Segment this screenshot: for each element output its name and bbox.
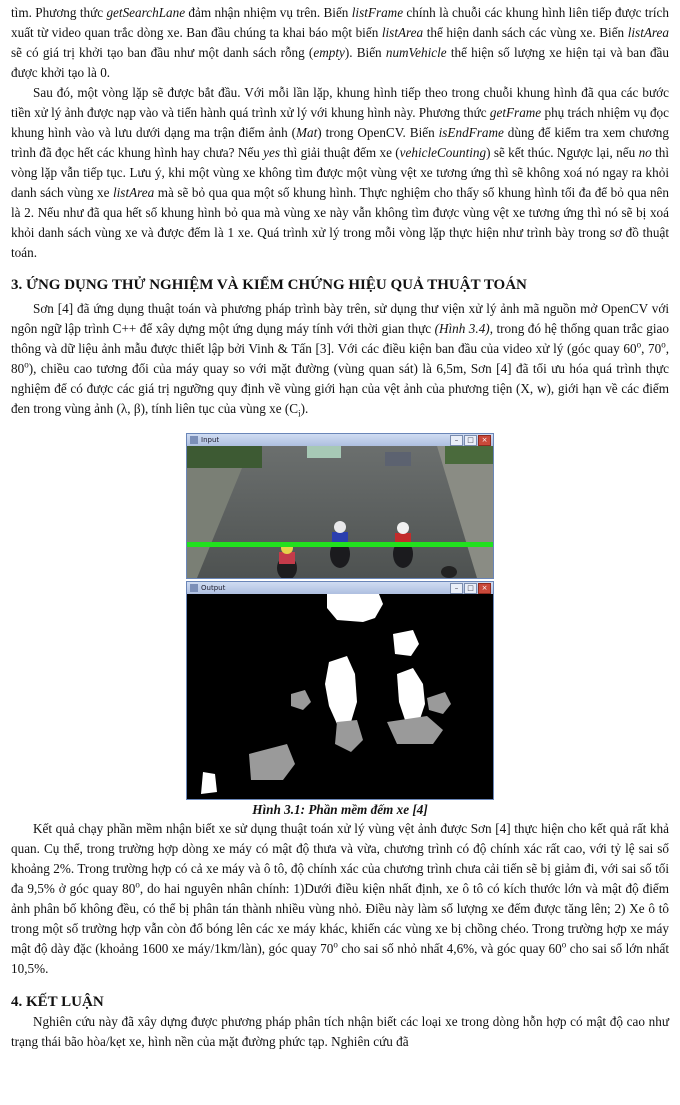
- maximize-icon[interactable]: □: [464, 583, 477, 594]
- figure-vehicle-counting: [186, 433, 494, 819]
- italic-term: listArea: [381, 25, 424, 40]
- superscript: o: [24, 359, 29, 370]
- detection-line: [187, 542, 493, 547]
- window-app-icon: [190, 584, 198, 592]
- superscript: o: [636, 339, 642, 350]
- italic-term: vehicleCounting: [399, 145, 487, 160]
- paragraph-results: Kết quả chạy phần mềm nhận biết xe sử dụng thuật toán xử lý vùng vệt ảnh được Sơn [4] thực hiện cho kết quả rất khả quan. Cụ thể, trong trường hợp dòng xe máy có mật độ thưa và vừa, chương trình có độ chính xác rất cao, với tỷ lệ sai số khoảng 2%. Trong trường hợp có cả xe máy và ô tô, độ chính xác của chương trình chưa cải tiến sẽ bị giảm đi, với sai số tối đa 9,5% ở góc quay 80$^o$, do hai nguyên nhân chính: 1)Dưới điều kiện nhất định, xe ô tô có kích thước lớn và mật độ điểm ảnh phân bố không đều, có thể bị phân tán thành nhiều vùng nhỏ. Điều này làm số lượng xe đếm được tăng lên; 2) Xe ô tô trong một số trường hợp vẫn còn đổ bóng lên các xe máy khác, khiến các vùng xe bị chồng chéo. Trong trường hợp xe máy mật độ dày đặc (khoảng 1600 xe máy/1km/làn), góc quay 70$^o$ cho sai số nhỏ nhất 4,6%, và góc quay 60$^o$ cho sai số lớn nhất 10,5%.: [11, 821, 670, 976]
- input-window: [186, 433, 494, 579]
- minimize-icon[interactable]: –: [450, 435, 463, 446]
- input-window-titlebar: [187, 434, 493, 446]
- superscript: o: [561, 939, 567, 950]
- input-window-title: Input: [201, 436, 220, 444]
- close-icon[interactable]: ×: [478, 583, 491, 594]
- figure-caption: Hình 3.1: Phần mềm đếm xe [4]: [252, 802, 428, 817]
- superscript: o: [135, 879, 140, 890]
- distant-vehicle: [307, 446, 341, 458]
- paragraph-intro: tìm. Phương thức getSearchLane đảm nhận nhiệm vụ trên. Biến listFrame chính là chuỗi các khung hình liên tiếp được trích xuất từ video quan trắc dòng xe. Ban đầu chúng ta khai báo một biến listArea thể hiện danh sách các vùng xe. Biến listArea sẽ có giá trị khởi tạo ban đầu như một danh sách rỗng (empty). Biến numVehicle thể hiện số lượng xe hiện tại và ban đầu được khởi tạo là 0.: [11, 5, 670, 80]
- output-window-title: Output: [201, 584, 226, 592]
- italic-term: (Hình 3.4): [434, 321, 490, 336]
- close-icon[interactable]: ×: [478, 435, 491, 446]
- input-video-frame: [187, 446, 493, 578]
- italic-term: getSearchLane: [106, 5, 186, 20]
- paragraph-application: Sơn [4] đã ứng dụng thuật toán và phương pháp trình bày trên, sử dụng thư viện xử lý ảnh mã nguồn mở OpenCV với ngôn ngữ lập trình C++ để xây dựng một ứng dụng máy tính với thời gian thực (Hình 3.4), trong đó hệ thống quan trắc giao thông và dữ liệu ảnh mẫu được thiết lập bởi Vinh & Tấn [3]. Với các điều kiện ban đầu của video xử lý (góc quay 60$^o$, 70$^o$, 80$^o$), chiều cao tương đối của máy quay so với mặt đường (vùng quan sát) là 6,5m, Sơn [4] đã tối ưu hóa quá trình thực nghiệm để có được các giá trị ngưỡng quy định về vùng giới hạn của vệt ảnh của phương tiện (X, w), giới hạn về các điểm đen trong vùng ảnh (λ, β), tính liên tục của vùng xe $(C_i)$.: [11, 301, 670, 419]
- section-heading-3: 3. ỨNG DỤNG THỬ NGHIỆM VÀ KIỂM CHỨNG HIỆU QUẢ THUẬT TOÁN: [11, 277, 527, 293]
- superscript: o: [333, 939, 338, 950]
- italic-term: Mat: [296, 125, 318, 140]
- section-heading-4: 4. KẾT LUẬN: [11, 994, 104, 1010]
- italic-term: isEndFrame: [438, 125, 504, 140]
- paper-page: [11, 3, 669, 1052]
- minimize-icon[interactable]: –: [450, 583, 463, 594]
- italic-term: empty: [313, 45, 345, 60]
- italic-term: getFrame: [489, 105, 542, 120]
- superscript: o: [661, 339, 666, 350]
- output-window: [186, 581, 494, 800]
- paragraph-conclusion: Nghiên cứu này đã xây dựng được phương pháp phân tích nhận biết các loại xe trong dòng hỗn hợp có mật độ cao như trạng thái bão hòa/kẹt xe, hình nền của mặt đường phức tạp. Nghiên cứu đã: [11, 1014, 669, 1049]
- italic-term: listFrame: [351, 5, 404, 20]
- italic-term: listArea: [627, 25, 670, 40]
- maximize-icon[interactable]: □: [464, 435, 477, 446]
- window-app-icon: [190, 436, 198, 444]
- italic-term: numVehicle: [385, 45, 447, 60]
- paragraph-loop: Sau đó, một vòng lặp sẽ được bắt đầu. Với mỗi lần lặp, khung hình tiếp theo trong chuỗi khung hình đã qua các bước tiền xử lý ảnh được nạp vào và tiến hành quá trình xử lý với khung hình này. Phương thức getFrame phụ trách nhiệm vụ đọc khung hình vào và lưu dưới dạng ma trận điểm ảnh (Mat) trong OpenCV. Biến isEndFrame dùng để kiểm tra xem chương trình đã đọc hết các khung hình hay chưa? Nếu yes thì giải thuật đếm xe (vehicleCounting) sẽ kết thúc. Ngược lại, nếu no thì vòng lặp vẫn tiếp tục. Lưu ý, khi một vùng xe không tìm được một vùng vệt xe tương ứng thì sẽ không xoá nó ngay ra khỏi danh sách vùng xe listArea mà sẽ bỏ qua qua một số khung hình. Thực nghiệm cho thấy số khung hình tối đa để bỏ qua nên là 2. Nếu như đã qua hết số khung hình bỏ qua mà vùng xe này vẫn không tìm được vùng vệt xe tương ứng thì nó sẽ bị xoá khỏi danh sách vùng xe và được đếm là 1 xe. Quá trình xử lý trong mỗi vòng lặp thực hiện như trình bày trong sơ đồ thuật toán.: [11, 85, 670, 260]
- motorbike-bottom: [441, 566, 457, 578]
- italic-term: yes: [263, 145, 281, 160]
- output-window-titlebar: [187, 582, 493, 594]
- italic-term: listArea: [112, 185, 155, 200]
- output-binary-frame: [187, 594, 493, 799]
- subscript: i: [298, 408, 301, 419]
- italic-term: no: [638, 145, 652, 160]
